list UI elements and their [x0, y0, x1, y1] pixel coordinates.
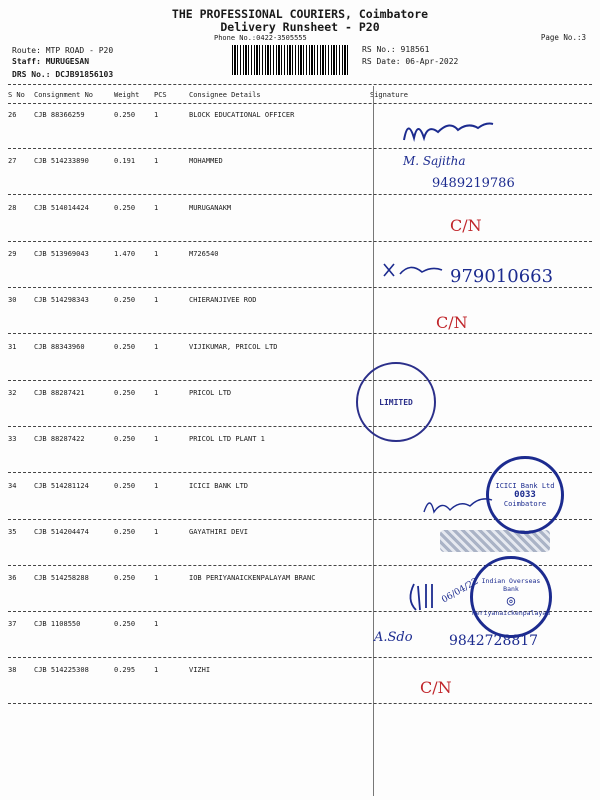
- row-details: VIZHI: [189, 666, 211, 674]
- staff: Staff: MURUGESAN: [12, 57, 90, 66]
- row-consignment: CJB 88343960: [34, 343, 85, 351]
- row-consignment: CJB 1108550: [34, 620, 81, 628]
- row-weight: 0.250: [114, 111, 136, 119]
- drs-number: DRS No.: DCJB91856103: [12, 70, 114, 79]
- row-weight: 0.250: [114, 343, 136, 351]
- row-divider: [8, 426, 592, 427]
- row-consignment: CJB 514233890: [34, 157, 89, 165]
- row-details: VIJIKUMAR, PRICOL LTD: [189, 343, 278, 351]
- row-weight: 0.250: [114, 204, 136, 212]
- hw-38-note: C/N: [420, 678, 452, 697]
- company-name: THE PROFESSIONAL COURIERS, Coimbatore: [171, 7, 429, 21]
- row-consignment: CJB 514014424: [34, 204, 89, 212]
- row-weight: 0.191: [114, 157, 136, 165]
- row-divider: [8, 380, 592, 381]
- row-pcs: 1: [154, 389, 159, 397]
- hw-27-name: M. Sajitha: [403, 154, 466, 168]
- phone-number: Phone No.:0422-3505555: [214, 34, 307, 42]
- page-number: Page No.:3: [540, 33, 586, 42]
- row-details: GAYATHIRI DEVI: [189, 528, 249, 536]
- row-divider: [8, 703, 592, 704]
- row-consignment: CJB 88366259: [34, 111, 85, 119]
- divider: [8, 84, 592, 85]
- row-sno: 26: [8, 111, 17, 119]
- hw-28-note: C/N: [450, 216, 482, 235]
- row-sno: 34: [8, 482, 17, 490]
- rs-date: RS Date: 06-Apr-2022: [362, 57, 459, 66]
- hw-37-phone: 9842728817: [449, 633, 539, 649]
- row-details: MOHAMMED: [189, 157, 223, 165]
- icici-stamp-name: ICICI Bank Ltd: [495, 482, 555, 490]
- signature-36: [404, 580, 440, 614]
- row-sno: 32: [8, 389, 17, 397]
- row-consignment: CJB 514298343: [34, 296, 89, 304]
- redacted-signature-35: [440, 530, 550, 552]
- signature-34: [420, 490, 495, 520]
- row-details: IOB PERIYANAICKENPALAYAM BRANC: [189, 574, 316, 582]
- row-consignment: CJB 513969043: [34, 250, 89, 258]
- row-pcs: 1: [154, 296, 159, 304]
- row-weight: 0.250: [114, 389, 136, 397]
- row-divider: [8, 194, 592, 195]
- row-details: MURUGANAKM: [189, 204, 232, 212]
- row-details: BLOCK EDUCATIONAL OFFICER: [189, 111, 295, 119]
- iob-stamp: [470, 556, 552, 638]
- row-pcs: 1: [154, 482, 159, 490]
- row-consignment: CJB 514225308: [34, 666, 89, 674]
- row-details: PRICOL LTD PLANT 1: [189, 435, 265, 443]
- row-divider: [8, 333, 592, 334]
- row-weight: 0.295: [114, 666, 136, 674]
- row-consignment: CJB 514258288: [34, 574, 89, 582]
- row-divider: [8, 657, 592, 658]
- route: Route: MTP ROAD - P20: [12, 46, 114, 55]
- row-pcs: 1: [154, 157, 159, 165]
- row-divider: [8, 241, 592, 242]
- row-sno: 37: [8, 620, 17, 628]
- pricol-stamp-text: LIMITED: [379, 397, 413, 407]
- iob-logo-icon: ◎: [506, 593, 516, 609]
- row-sno: 38: [8, 666, 17, 674]
- row-pcs: 1: [154, 574, 159, 582]
- row-divider: [8, 148, 592, 149]
- row-details: M726540: [189, 250, 219, 258]
- signature-column-rule: [373, 86, 374, 796]
- iob-stamp-name: Indian Overseas Bank: [481, 577, 541, 593]
- col-weight: Weight: [114, 91, 140, 99]
- rs-number: RS No.: 918561: [362, 45, 430, 54]
- row-consignment: CJB 514204474: [34, 528, 89, 536]
- row-pcs: 1: [154, 111, 159, 119]
- row-consignment: CJB 88287422: [34, 435, 85, 443]
- row-sno: 33: [8, 435, 17, 443]
- row-pcs: 1: [154, 620, 159, 628]
- row-pcs: 1: [154, 666, 159, 674]
- barcode: [232, 45, 350, 75]
- row-pcs: 1: [154, 250, 159, 258]
- row-pcs: 1: [154, 343, 159, 351]
- signature-26: [398, 110, 498, 150]
- row-divider: [8, 287, 592, 288]
- divider: [8, 103, 592, 104]
- row-weight: 0.250: [114, 528, 136, 536]
- row-sno: 35: [8, 528, 17, 536]
- row-weight: 0.250: [114, 435, 136, 443]
- hw-29-phone: 979010663: [450, 266, 554, 287]
- row-details: CHIERANJIVEE ROD: [189, 296, 257, 304]
- pricol-stamp: [356, 362, 436, 442]
- hw-27-phone: 9489219786: [432, 176, 515, 191]
- row-weight: 0.250: [114, 574, 136, 582]
- col-details: Consignee Details: [189, 91, 261, 99]
- hw-37-sign: A.Sdo: [374, 630, 413, 645]
- hw-30-note: C/N: [436, 313, 468, 332]
- signature-29: [380, 258, 450, 282]
- row-sno: 27: [8, 157, 17, 165]
- row-pcs: 1: [154, 435, 159, 443]
- icici-stamp-city: Coimbatore: [503, 500, 547, 508]
- icici-stamp: [486, 456, 564, 534]
- row-pcs: 1: [154, 528, 159, 536]
- runsheet-title: Delivery Runsheet - P20: [220, 20, 380, 34]
- icici-stamp-code: 0033: [514, 490, 536, 500]
- row-weight: 0.250: [114, 296, 136, 304]
- row-sno: 36: [8, 574, 17, 582]
- iob-stamp-branch: Periyanaickenpalayam: [471, 609, 551, 617]
- company-title: [0, 8, 600, 34]
- row-consignment: CJB 514281124: [34, 482, 89, 490]
- row-weight: 0.250: [114, 620, 136, 628]
- row-sno: 31: [8, 343, 17, 351]
- hw-36-date: 06/04/22: [440, 576, 481, 606]
- col-signature: Signature: [370, 91, 408, 99]
- row-sno: 29: [8, 250, 17, 258]
- row-details: ICICI BANK LTD: [189, 482, 249, 490]
- row-sno: 30: [8, 296, 17, 304]
- row-sno: 28: [8, 204, 17, 212]
- row-weight: 1.470: [114, 250, 136, 258]
- row-details: PRICOL LTD: [189, 389, 232, 397]
- row-consignment: CJB 88287421: [34, 389, 85, 397]
- col-sno: S No: [8, 91, 25, 99]
- row-weight: 0.250: [114, 482, 136, 490]
- row-pcs: 1: [154, 204, 159, 212]
- col-pcs: PCS: [154, 91, 167, 99]
- col-consignment: Consignment No: [34, 91, 94, 99]
